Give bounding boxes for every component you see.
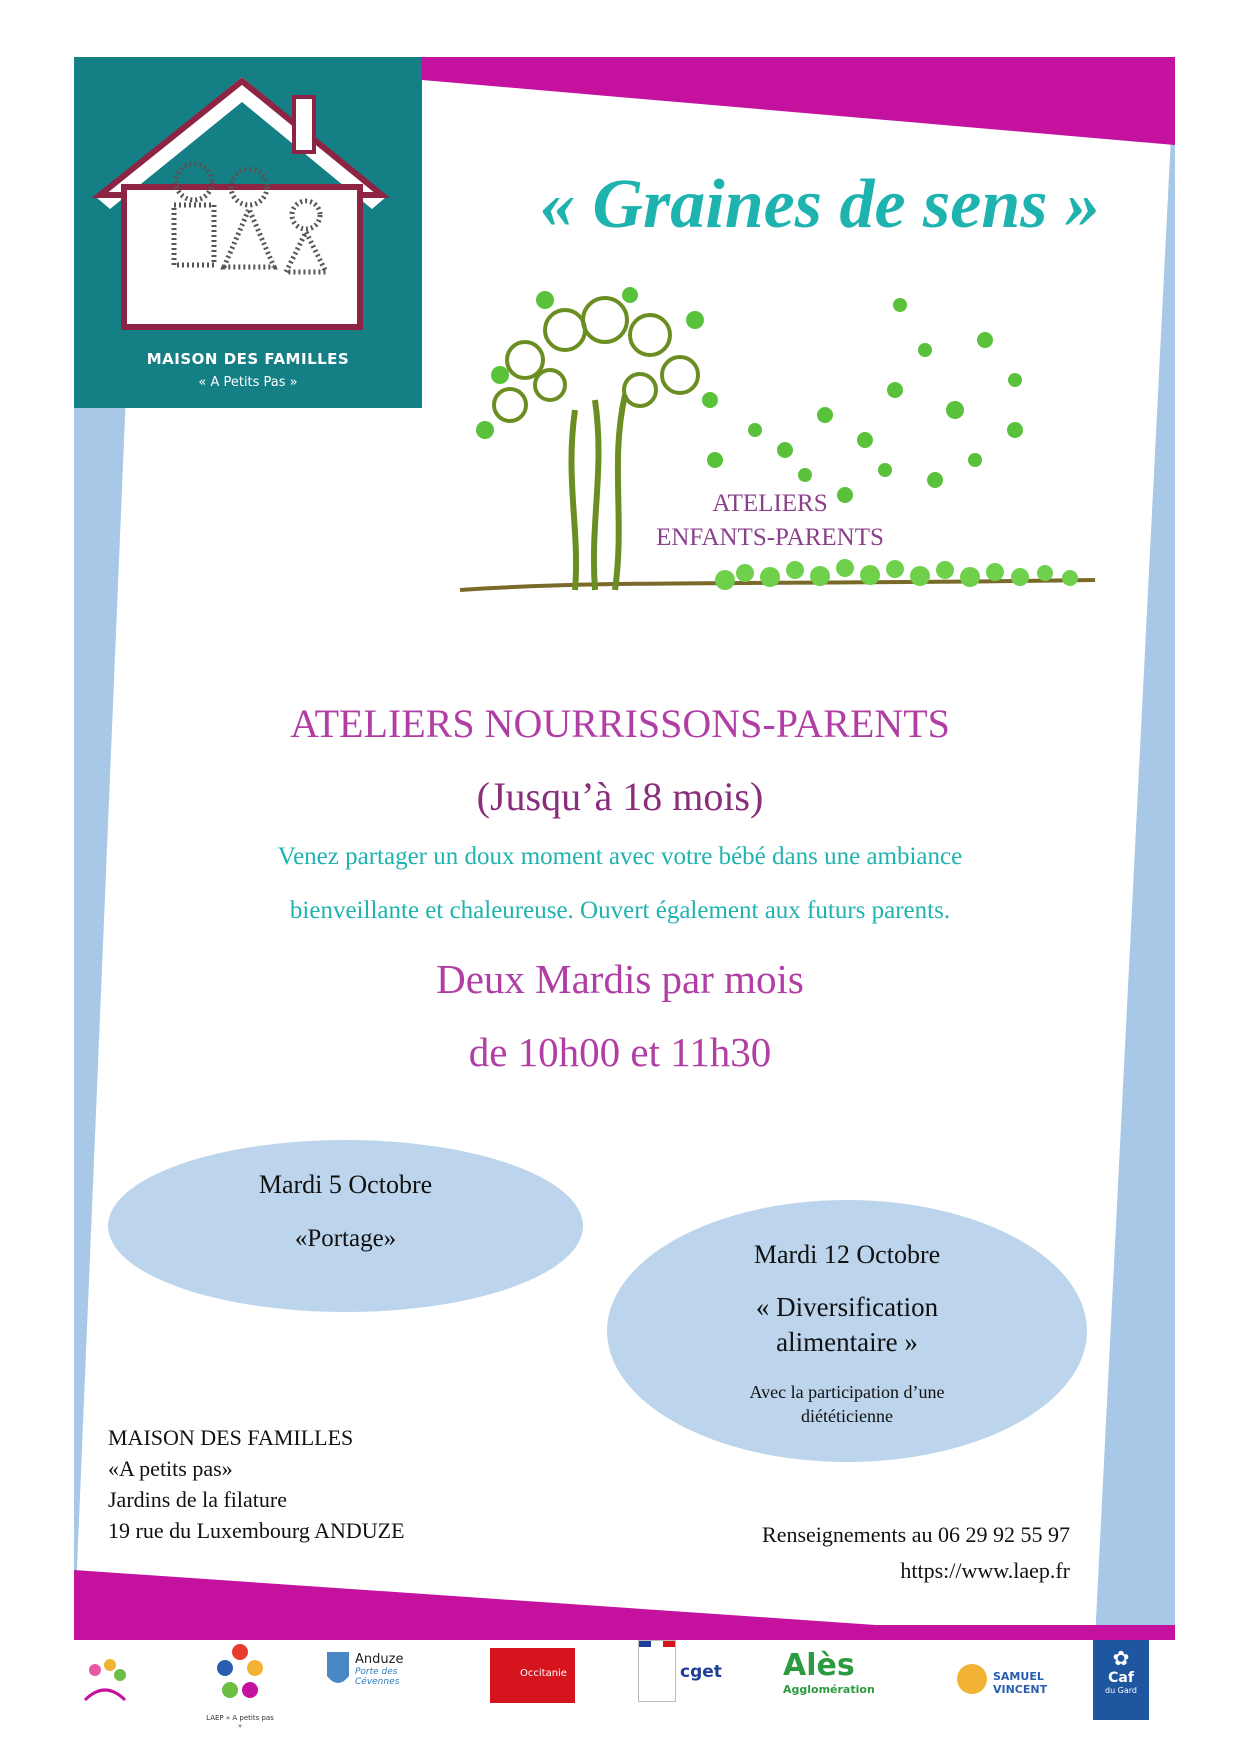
caf-sub: du Gard	[1104, 1686, 1138, 1695]
samuel-vincent-label: SAMUEL VINCENT	[993, 1670, 1048, 1696]
schedule-line2: de 10h00 et 11h30	[468, 1029, 772, 1075]
logo-title: MAISON DES FAMILLES	[146, 350, 350, 368]
event-2-note-line1: Avec la participation d’une	[749, 1382, 945, 1402]
address-line1: MAISON DES FAMILLES	[108, 1425, 354, 1450]
occitanie-label: Occitanie	[520, 1668, 567, 1679]
partner-region-occitanie-logo	[490, 1640, 575, 1730]
schedule-line1: Deux Mardis par mois	[436, 956, 804, 1002]
bottom-magenta-strip	[74, 1625, 1175, 1640]
caf-label: Caf	[1108, 1670, 1134, 1686]
partner-laep-logo	[205, 1640, 275, 1730]
partner-anduze-logo	[325, 1640, 425, 1730]
laep-logo-label: LAEP « A petits pas »	[206, 1714, 274, 1730]
event-2-topic-line2: alimentaire »	[776, 1327, 918, 1357]
partner-cget-logo	[638, 1640, 722, 1730]
address-line3: Jardins de la filature	[108, 1487, 287, 1512]
event-2-date: Mardi 12 Octobre	[753, 1240, 941, 1269]
illustration-label-line2: ENFANTS-PARENTS	[656, 524, 884, 551]
partner-samuel-vincent-logo	[955, 1640, 1055, 1730]
address-line4: 19 rue du Luxembourg ANDUZE	[108, 1518, 405, 1543]
contact-phone: Renseignements au 06 29 92 55 97	[762, 1522, 1070, 1547]
partner-angeline-cavalie-logo	[75, 1640, 135, 1730]
event-2-note-line2: diététicienne	[801, 1406, 893, 1426]
workshop-heading: ATELIERS NOURRISSONS-PARENTS	[290, 701, 950, 746]
tree-illustration	[455, 280, 1095, 610]
illustration-label-line1: ATELIERS	[712, 490, 828, 517]
logo-subtitle: « A Petits Pas »	[198, 375, 298, 390]
age-range: (Jusqu’à 18 mois)	[476, 774, 764, 819]
invitation-line1: Venez partager un doux moment avec votre bébé dans une ambiance	[277, 843, 963, 870]
event-2-topic-line1: « Diversification	[755, 1292, 939, 1322]
house-family-icon	[74, 57, 422, 357]
ales-sub: Agglomération	[783, 1683, 875, 1696]
address-line2: «A petits pas»	[108, 1456, 233, 1481]
contact-website[interactable]: https://www.laep.fr	[900, 1558, 1070, 1583]
partner-caf-logo	[1093, 1640, 1151, 1730]
invitation-line2: bienveillante et chaleureuse. Ouvert également aux futurs parents.	[289, 897, 951, 924]
anduze-label: Anduze	[355, 1652, 404, 1667]
ales-label: Alès	[783, 1648, 855, 1683]
event-1-date: Mardi 5 Octobre	[258, 1170, 433, 1199]
caf-emblem-icon: ✿	[1112, 1646, 1130, 1670]
cget-label: cget	[680, 1662, 722, 1682]
top-magenta-band	[422, 57, 1175, 145]
anduze-tagline: Porte des Cévennes	[355, 1667, 400, 1687]
partner-ales-agglomeration-logo	[783, 1640, 883, 1730]
event-1-topic: «Portage»	[294, 1225, 397, 1252]
poster-title: « Graines de sens »	[539, 166, 1101, 243]
